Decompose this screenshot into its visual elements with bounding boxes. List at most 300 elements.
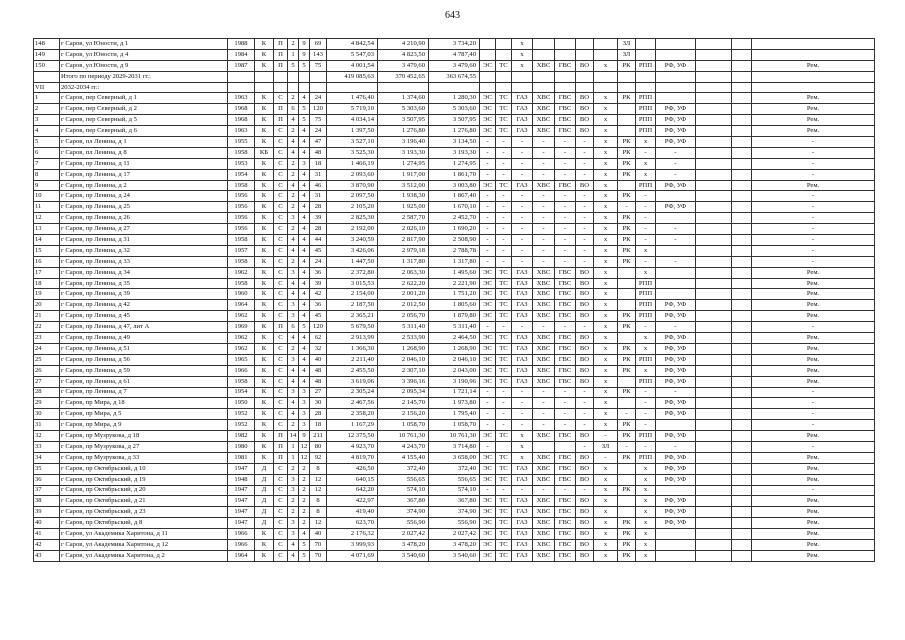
table-cell: - (656, 235, 696, 246)
table-cell: 1956 (228, 202, 255, 213)
table-cell: К (255, 420, 274, 431)
table-cell: - (576, 256, 594, 267)
table-cell: x (594, 398, 618, 409)
table-row (34, 267, 875, 278)
table-cell: 12 375,50 (327, 431, 378, 442)
table-cell: ХВС (533, 550, 555, 561)
table-cell: 3 870,90 (327, 180, 378, 191)
table-cell: - (480, 213, 496, 224)
table-cell: г Саров, пр Октябрьский, д 20 (60, 485, 228, 496)
table-cell: РФ, УФ (656, 496, 696, 507)
table-cell: 2 211,40 (327, 354, 378, 365)
table-row (34, 245, 875, 256)
table-cell: x (594, 311, 618, 322)
table-cell: 10 (34, 191, 60, 202)
table-cell (533, 441, 555, 452)
table-row (34, 539, 875, 550)
table-cell (512, 82, 533, 93)
table-cell: 1958 (228, 235, 255, 246)
table-cell: К (255, 104, 274, 115)
table-cell: - (752, 398, 875, 409)
table-cell: 1966 (228, 365, 255, 376)
table-cell: - (496, 169, 512, 180)
table-cell: С (274, 333, 288, 344)
table-cell: г Саров, пер Северный, д 1 (60, 93, 228, 104)
table-cell (496, 441, 512, 452)
table-cell (732, 529, 752, 540)
table-cell: 1 690,20 (429, 224, 480, 235)
table-cell: - (533, 420, 555, 431)
table-cell: П (274, 60, 288, 71)
table-cell: 5 (299, 539, 310, 550)
table-cell: x (636, 518, 656, 529)
table-cell: ХВС (533, 126, 555, 137)
table-cell: ГАЗ (512, 126, 533, 137)
table-cell: 3 (299, 158, 310, 169)
table-cell: 370 452,65 (378, 71, 429, 82)
housing-program-table (33, 38, 875, 562)
table-cell: x (594, 529, 618, 540)
table-cell: 4 (299, 278, 310, 289)
table-cell: - (636, 224, 656, 235)
table-cell: 556,90 (378, 518, 429, 529)
table-cell (752, 71, 875, 82)
table-cell: ГВС (555, 529, 576, 540)
table-cell (732, 289, 752, 300)
table-row (34, 398, 875, 409)
table-cell: 1 (288, 452, 299, 463)
table-cell: Рем. (752, 333, 875, 344)
table-cell: - (752, 147, 875, 158)
table-cell: - (752, 191, 875, 202)
table-cell: ГВС (555, 104, 576, 115)
table-cell: 1 397,50 (327, 126, 378, 137)
table-cell: ТС (496, 539, 512, 550)
table-cell: ЭС (480, 463, 496, 474)
table-cell: С (274, 245, 288, 256)
table-cell: 19 (34, 289, 60, 300)
table-cell: ТС (496, 115, 512, 126)
table-cell (656, 420, 696, 431)
table-cell: г Саров, пр Ленина, д 39 (60, 289, 228, 300)
table-cell (696, 224, 732, 235)
table-cell: г Саров, пр Мира, д 5 (60, 409, 228, 420)
table-cell: К (255, 441, 274, 452)
table-cell: 9 (299, 39, 310, 50)
table-cell (34, 71, 60, 82)
table-cell: - (594, 452, 618, 463)
table-cell: 3 190,96 (429, 376, 480, 387)
table-cell: - (555, 235, 576, 246)
table-cell: ХВС (533, 354, 555, 365)
table-cell: x (594, 518, 618, 529)
table-cell: - (636, 191, 656, 202)
table-cell: ХВС (533, 452, 555, 463)
table-cell: г Саров, ул Академика Харитона, д 12 (60, 539, 228, 550)
table-cell: С (274, 550, 288, 561)
table-cell: Рем. (752, 126, 875, 137)
table-cell (480, 49, 496, 60)
table-cell: С (274, 93, 288, 104)
table-cell: 45 (310, 311, 327, 322)
table-cell: ГАЗ (512, 311, 533, 322)
table-cell (696, 474, 732, 485)
table-cell: РК (618, 245, 636, 256)
table-cell: 3 507,95 (378, 115, 429, 126)
table-cell: ХВС (533, 431, 555, 442)
table-cell: ВО (576, 507, 594, 518)
table-cell: 30 (310, 398, 327, 409)
table-cell: - (480, 137, 496, 148)
table-cell: С (274, 126, 288, 137)
table-cell: 2 825,30 (327, 213, 378, 224)
table-cell (696, 213, 732, 224)
table-row (34, 343, 875, 354)
table-cell (255, 71, 274, 82)
table-cell: 5 (288, 60, 299, 71)
table-cell: С (274, 529, 288, 540)
table-cell: ЭС (480, 104, 496, 115)
table-cell: 4 (299, 289, 310, 300)
table-cell: - (618, 409, 636, 420)
table-cell: 62 (310, 333, 327, 344)
table-cell: К (255, 333, 274, 344)
table-cell: С (274, 158, 288, 169)
table-cell: - (533, 256, 555, 267)
table-cell: x (594, 387, 618, 398)
table-cell: 10 761,30 (429, 431, 480, 442)
table-cell: С (274, 147, 288, 158)
table-cell: 3 (299, 398, 310, 409)
table-cell: 6 (34, 147, 60, 158)
table-cell: 2 979,18 (378, 245, 429, 256)
table-cell: - (480, 224, 496, 235)
table-cell: П (274, 39, 288, 50)
table-cell (656, 550, 696, 561)
table-cell: 2 046,10 (378, 354, 429, 365)
table-cell (732, 158, 752, 169)
table-cell: 24 (310, 93, 327, 104)
table-cell (656, 191, 696, 202)
table-cell: 5 (299, 60, 310, 71)
table-cell: 1 (34, 93, 60, 104)
table-cell (310, 71, 327, 82)
table-cell: 4 (299, 343, 310, 354)
table-cell: 556,65 (378, 474, 429, 485)
table-cell: ВО (576, 365, 594, 376)
table-cell: С (274, 267, 288, 278)
table-cell: - (555, 256, 576, 267)
table-cell: ВО (576, 354, 594, 365)
table-cell: 4 (299, 93, 310, 104)
table-cell: - (480, 485, 496, 496)
table-cell: 3 (288, 474, 299, 485)
table-cell: - (576, 224, 594, 235)
table-cell (618, 398, 636, 409)
table-cell: - (636, 387, 656, 398)
table-cell: x (594, 485, 618, 496)
table-cell: x (594, 322, 618, 333)
table-cell: 2 913,99 (327, 333, 378, 344)
table-cell: РПП (636, 126, 656, 137)
table-row (34, 213, 875, 224)
table-cell: К (255, 322, 274, 333)
table-cell: 1 (288, 49, 299, 60)
table-cell (696, 354, 732, 365)
table-cell (732, 267, 752, 278)
table-cell: ЭС (480, 365, 496, 376)
table-cell: ГВС (555, 474, 576, 485)
table-cell: г Саров, пр Ленина, д 24 (60, 191, 228, 202)
table-cell: 1965 (228, 354, 255, 365)
table-cell: ТС (496, 507, 512, 518)
table-cell: 13 (34, 224, 60, 235)
table-cell: - (576, 202, 594, 213)
table-cell (696, 539, 732, 550)
table-cell: x (594, 147, 618, 158)
table-cell: 1 867,40 (429, 191, 480, 202)
table-cell: 30 (34, 409, 60, 420)
table-cell: 1956 (228, 213, 255, 224)
table-cell: 36 (34, 474, 60, 485)
table-cell: ВО (576, 463, 594, 474)
table-cell: ХВС (533, 311, 555, 322)
table-cell: Рем. (752, 474, 875, 485)
table-cell: 2 817,90 (378, 235, 429, 246)
table-cell: г Саров, пр Ленина, д 25 (60, 202, 228, 213)
table-cell: РФ, УФ (656, 518, 696, 529)
table-cell: - (480, 398, 496, 409)
table-cell (732, 93, 752, 104)
table-cell: 3 512,00 (378, 180, 429, 191)
table-cell: г Саров, пер Северный, д 5 (60, 115, 228, 126)
table-cell: 1982 (228, 431, 255, 442)
table-cell: 6 (288, 322, 299, 333)
table-cell: г Саров, пр Мира, д 9 (60, 420, 228, 431)
table-cell: 4 (288, 278, 299, 289)
table-cell: 1 317,80 (429, 256, 480, 267)
table-cell: К (255, 191, 274, 202)
table-cell: - (656, 147, 696, 158)
table-cell: 422,97 (327, 496, 378, 507)
table-cell (696, 376, 732, 387)
table-cell: 46 (310, 180, 327, 191)
table-cell: 2 156,20 (378, 409, 429, 420)
table-cell: 2 533,90 (378, 333, 429, 344)
table-cell: Д (255, 474, 274, 485)
table-cell: ТС (496, 354, 512, 365)
table-cell: - (636, 256, 656, 267)
table-row (34, 376, 875, 387)
table-cell (576, 49, 594, 60)
table-cell (618, 496, 636, 507)
table-cell: - (576, 245, 594, 256)
table-cell: ХВС (533, 496, 555, 507)
table-cell: ГАЗ (512, 529, 533, 540)
table-cell: С (274, 398, 288, 409)
table-cell: 1960 (228, 289, 255, 300)
table-cell: 3 015,53 (327, 278, 378, 289)
table-cell (696, 507, 732, 518)
table-cell: П (274, 322, 288, 333)
table-cell (752, 39, 875, 50)
table-cell: 374,90 (429, 507, 480, 518)
table-cell: 3 540,60 (429, 550, 480, 561)
table-cell: - (576, 235, 594, 246)
table-cell: РК (618, 539, 636, 550)
table-cell (696, 267, 732, 278)
table-cell: 4 (288, 409, 299, 420)
table-cell: П (274, 104, 288, 115)
table-cell: x (594, 191, 618, 202)
table-cell: - (576, 409, 594, 420)
table-cell: 12 (299, 452, 310, 463)
table-cell: ВО (576, 126, 594, 137)
table-cell: 38 (34, 496, 60, 507)
table-cell: ГАЗ (512, 496, 533, 507)
table-cell: ГВС (555, 376, 576, 387)
table-cell: 2 043,00 (429, 365, 480, 376)
table-row (34, 463, 875, 474)
table-row (34, 387, 875, 398)
table-cell: ТС (496, 518, 512, 529)
table-cell: - (496, 213, 512, 224)
table-cell: 623,70 (327, 518, 378, 529)
table-cell: Рем. (752, 104, 875, 115)
table-cell: - (752, 322, 875, 333)
table-cell: 3 (288, 213, 299, 224)
table-cell: 2 (288, 93, 299, 104)
table-cell (696, 93, 732, 104)
table-cell: 1966 (228, 529, 255, 540)
table-cell: 1968 (228, 104, 255, 115)
table-cell: С (274, 343, 288, 354)
table-cell: 4 (288, 289, 299, 300)
table-cell: 14 (288, 431, 299, 442)
table-cell: x (594, 213, 618, 224)
table-cell: 120 (310, 322, 327, 333)
table-cell: Рем. (752, 311, 875, 322)
table-cell: - (480, 158, 496, 169)
table-cell (732, 39, 752, 50)
table-cell: РФ, УФ (656, 126, 696, 137)
table-cell (696, 409, 732, 420)
table-cell: ГВС (555, 267, 576, 278)
table-cell: - (533, 398, 555, 409)
table-cell: 27 (310, 387, 327, 398)
table-cell: 39 (34, 507, 60, 518)
table-cell: 5 (299, 322, 310, 333)
table-cell: x (594, 267, 618, 278)
table-cell: x (636, 463, 656, 474)
table-cell: РФ, УФ (656, 343, 696, 354)
table-row (34, 71, 875, 82)
table-cell: 3 478,20 (429, 539, 480, 550)
table-cell: К (255, 550, 274, 561)
table-cell: 4 (299, 256, 310, 267)
table-row (34, 180, 875, 191)
table-cell: 1947 (228, 518, 255, 529)
table-cell: - (636, 147, 656, 158)
table-cell: РФ, УФ (656, 365, 696, 376)
table-cell (732, 256, 752, 267)
table-cell: 2 145,70 (378, 398, 429, 409)
table-cell (480, 39, 496, 50)
table-cell: г Саров, пр Октябрьский, д 23 (60, 507, 228, 518)
table-cell: - (480, 169, 496, 180)
table-cell: 1948 (228, 474, 255, 485)
table-cell: 40 (310, 354, 327, 365)
table-cell: К (255, 289, 274, 300)
table-cell: РК (618, 518, 636, 529)
table-cell (696, 322, 732, 333)
table-cell (732, 300, 752, 311)
table-cell: 9 (299, 49, 310, 60)
table-cell: 48 (310, 147, 327, 158)
table-cell (696, 452, 732, 463)
table-cell: - (752, 224, 875, 235)
table-cell: 2 105,20 (327, 202, 378, 213)
table-cell (656, 539, 696, 550)
table-cell: г Саров, ул Академика Харитона, д 2 (60, 550, 228, 561)
table-cell: ТС (496, 311, 512, 322)
table-cell: ГВС (555, 333, 576, 344)
table-row (34, 115, 875, 126)
table-cell: ЭС (480, 93, 496, 104)
table-cell: 48 (310, 376, 327, 387)
table-cell: г Саров, пр Ленина, д 45 (60, 311, 228, 322)
table-cell: 1 917,00 (378, 169, 429, 180)
table-cell: ГАЗ (512, 115, 533, 126)
table-cell: ГАЗ (512, 93, 533, 104)
table-cell (480, 82, 496, 93)
table-cell: - (512, 245, 533, 256)
table-cell (696, 278, 732, 289)
table-cell: - (496, 245, 512, 256)
table-cell: 642,20 (327, 485, 378, 496)
table-cell: ТС (496, 343, 512, 354)
table-cell: 4 (299, 126, 310, 137)
table-cell: 2 452,70 (429, 213, 480, 224)
table-cell: 3 540,60 (378, 550, 429, 561)
table-cell: - (576, 137, 594, 148)
table-cell: С (274, 387, 288, 398)
table-cell: 3 (288, 300, 299, 311)
table-cell: ВО (576, 300, 594, 311)
table-cell: 1963 (228, 126, 255, 137)
table-cell: x (636, 485, 656, 496)
table-cell: РПП (636, 93, 656, 104)
table-cell: 45 (310, 245, 327, 256)
table-cell: ЭС (480, 60, 496, 71)
table-cell: ГВС (555, 365, 576, 376)
table-cell: 75 (310, 115, 327, 126)
table-cell (480, 71, 496, 82)
table-row (34, 202, 875, 213)
table-cell: ГВС (555, 518, 576, 529)
table-cell (636, 71, 656, 82)
table-cell: 1 670,10 (429, 202, 480, 213)
table-cell: 4 (299, 267, 310, 278)
table-cell: г Саров, ул Юности, д 1 (60, 39, 228, 50)
table-cell: ГАЗ (512, 300, 533, 311)
table-cell: К (255, 278, 274, 289)
table-cell (696, 49, 732, 60)
table-cell (732, 104, 752, 115)
table-row (34, 256, 875, 267)
table-cell: - (618, 441, 636, 452)
table-cell: 42 (310, 289, 327, 300)
